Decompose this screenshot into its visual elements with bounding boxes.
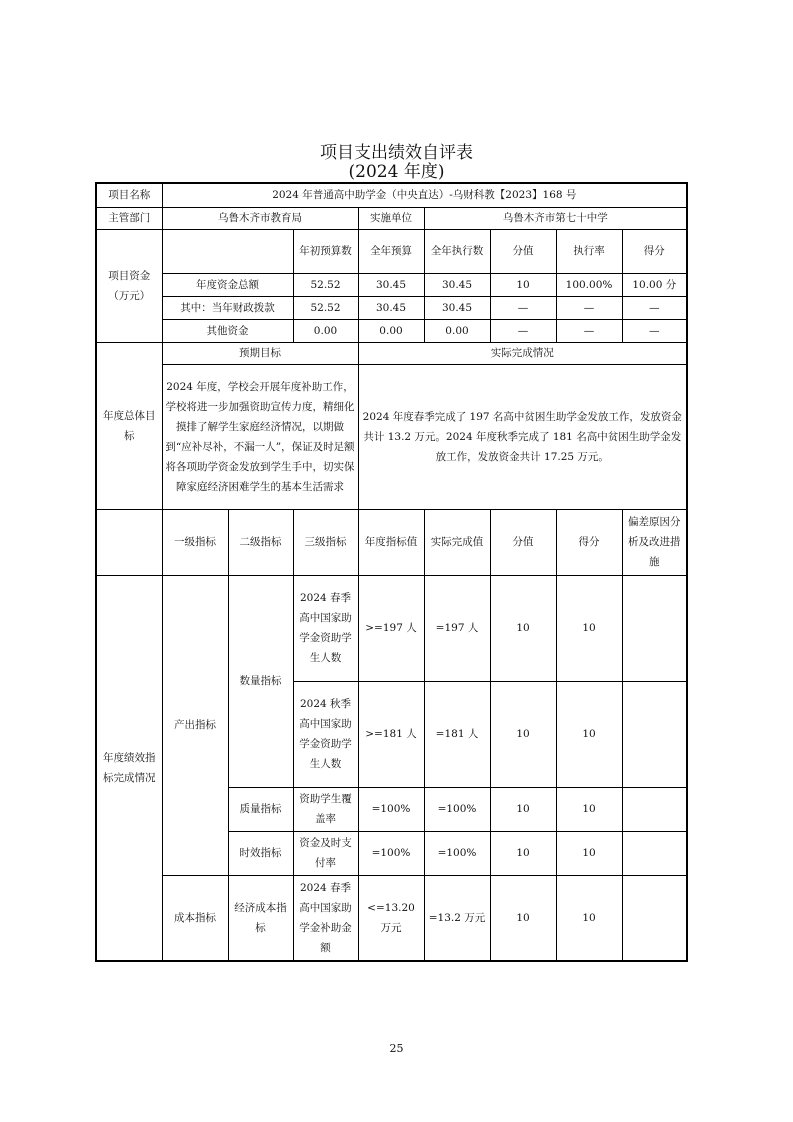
funds-cell: —	[622, 296, 687, 319]
funds-cell: —	[622, 319, 687, 342]
output-indicator-label: 产出指标	[162, 575, 228, 875]
indicator-score-value: 10	[490, 681, 556, 787]
indicators-header-row	[96, 509, 687, 575]
funds-cell: 10	[490, 273, 556, 296]
funds-header: 全年预算	[358, 229, 424, 273]
funds-cell: 30.45	[358, 296, 424, 319]
indicator-name: 资助学生覆盖率	[293, 787, 358, 831]
indicator-note	[622, 787, 687, 831]
indicator-target: =100%	[358, 787, 424, 831]
funds-cell: —	[490, 296, 556, 319]
funds-header: 全年执行数	[424, 229, 490, 273]
impl-value: 乌鲁木齐市第七十中学	[424, 207, 687, 229]
funds-cell: 30.45	[424, 296, 490, 319]
project-name-label: 项目名称	[96, 183, 162, 207]
indicator-target: =100%	[358, 831, 424, 875]
indicator-target: >=181 人	[358, 681, 424, 787]
cost-indicator-label: 成本指标	[162, 875, 228, 961]
funds-cell: 0.00	[424, 319, 490, 342]
indicator-row	[96, 575, 687, 681]
indicator-actual: =100%	[424, 787, 490, 831]
page-subtitle: (2024 年度)	[348, 162, 445, 182]
funds-cell: 52.52	[293, 296, 358, 319]
funds-header: 得分	[622, 229, 687, 273]
actual-result-text: 2024 年度春季完成了 197 名高中贫困生助学金发放工作，发放资金共计 13.2 万元。2024 年度秋季完成了 181 名高中贫困生助学金发放工作，发放资金共计 17.25 万元。	[358, 364, 687, 509]
indicator-score-value: 10	[490, 831, 556, 875]
indicator-header: 得分	[556, 509, 622, 575]
indicator-actual: =197 人	[424, 575, 490, 681]
indicator-target: <=13.20 万元	[358, 875, 424, 961]
dept-value: 乌鲁木齐市教育局	[162, 207, 358, 229]
indicator-name: 2024 春季高中国家助学金补助金额	[293, 875, 358, 961]
indicator-header: 分值	[490, 509, 556, 575]
project-name-value: 2024 年普通高中助学金（中央直达）-乌财科教【2023】168 号	[162, 183, 687, 207]
indicator-score: 10	[556, 575, 622, 681]
funds-row	[96, 273, 687, 296]
funds-header: 分值	[490, 229, 556, 273]
expected-goal-header: 预期目标	[162, 342, 358, 364]
indicator-header: 偏差原因分析及改进措施	[622, 509, 687, 575]
funds-cell: 100.00%	[556, 273, 622, 296]
indicator-actual: =100%	[424, 831, 490, 875]
indicator-header: 年度指标值	[358, 509, 424, 575]
indicator-score-value: 10	[490, 875, 556, 961]
self-evaluation-table	[95, 182, 688, 962]
indicator-target: >=197 人	[358, 575, 424, 681]
indicator-header: 三级指标	[293, 509, 358, 575]
funds-row-name: 其中：当年财政拨款	[162, 296, 293, 319]
indicator-name: 2024 春季高中国家助学金资助学生人数	[293, 575, 358, 681]
expected-goal-text: 2024 年度，学校会开展年度补助工作，学校将进一步加强资助宣传力度，精细化摸排了解学生家庭经济情况，以期做到“应补尽补，不漏一人”，保证及时足额将各项助学资金发放到学生手中，切实保障家庭经济困难学生的基本生活需求	[162, 364, 358, 509]
funds-cell: 0.00	[293, 319, 358, 342]
indicator-score: 10	[556, 681, 622, 787]
funds-header-blank	[162, 229, 293, 273]
funds-row-name: 其他资金	[162, 319, 293, 342]
indicator-note	[622, 831, 687, 875]
indicator-note	[622, 875, 687, 961]
indicator-score: 10	[556, 787, 622, 831]
indicators-header-blank	[96, 509, 162, 575]
funds-header: 执行率	[556, 229, 622, 273]
funds-row	[96, 319, 687, 342]
funds-row	[96, 296, 687, 319]
indicator-header: 二级指标	[228, 509, 293, 575]
quality-indicator-label: 质量指标	[228, 787, 293, 831]
indicator-score: 10	[556, 831, 622, 875]
time-indicator-label: 时效指标	[228, 831, 293, 875]
funds-cell: 52.52	[293, 273, 358, 296]
indicator-note	[622, 681, 687, 787]
funds-label: 项目资金（万元）	[96, 229, 162, 342]
funds-cell: 30.45	[424, 273, 490, 296]
indicator-actual: =13.2 万元	[424, 875, 490, 961]
indicator-row	[96, 875, 687, 961]
funds-header: 年初预算数	[293, 229, 358, 273]
goals-label: 年度总体目标	[96, 342, 162, 509]
department-row	[96, 207, 687, 229]
funds-header-row	[96, 229, 687, 273]
goals-header-row	[96, 342, 687, 364]
indicator-header: 实际完成值	[424, 509, 490, 575]
page-number: 25	[389, 1042, 404, 1055]
page-title: 项目支出绩效自评表	[320, 143, 473, 163]
indicator-name: 资金及时支付率	[293, 831, 358, 875]
indicator-score: 10	[556, 875, 622, 961]
funds-row-name: 年度资金总额	[162, 273, 293, 296]
funds-cell: 0.00	[358, 319, 424, 342]
indicator-actual: =181 人	[424, 681, 490, 787]
indicator-score-value: 10	[490, 787, 556, 831]
funds-cell: —	[490, 319, 556, 342]
indicator-name: 2024 秋季高中国家助学金资助学生人数	[293, 681, 358, 787]
funds-cell: —	[556, 319, 622, 342]
indicator-note	[622, 575, 687, 681]
indicator-score-value: 10	[490, 575, 556, 681]
project-name-row	[96, 183, 687, 207]
dept-label: 主管部门	[96, 207, 162, 229]
funds-cell: 30.45	[358, 273, 424, 296]
funds-cell: —	[556, 296, 622, 319]
actual-result-header: 实际完成情况	[358, 342, 687, 364]
econ-cost-indicator-label: 经济成本指标	[228, 875, 293, 961]
funds-cell: 10.00 分	[622, 273, 687, 296]
quantity-indicator-label: 数量指标	[228, 575, 293, 787]
indicators-label: 年度绩效指标完成情况	[96, 575, 162, 961]
impl-label: 实施单位	[358, 207, 424, 229]
indicator-header: 一级指标	[162, 509, 228, 575]
goals-content-row	[96, 364, 687, 509]
